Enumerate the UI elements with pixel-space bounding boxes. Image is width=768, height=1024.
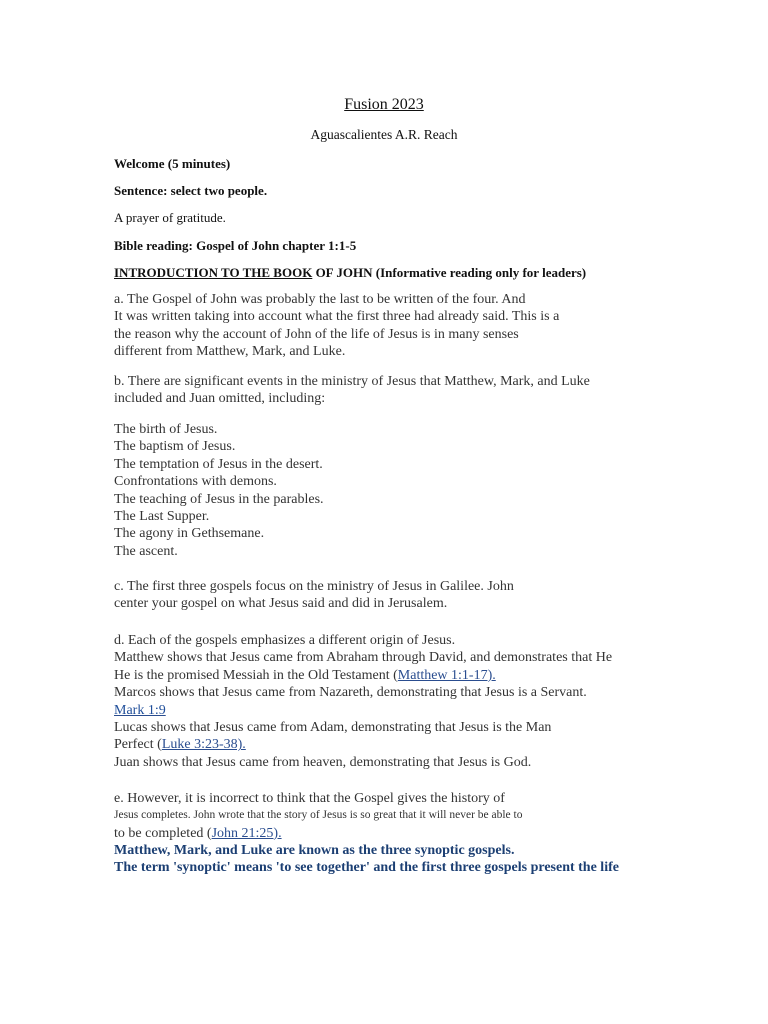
paragraph-d-line — [114, 702, 674, 719]
paragraph-e-line — [114, 825, 674, 842]
paragraph-c-line: center your gospel on what Jesus said and did in Jerusalem. — [114, 596, 448, 612]
paragraph-b-line: b. There are significant events in the ministry of Jesus that Matthew, Mark, and Luke — [114, 374, 590, 389]
paragraph-b-line: included and Juan omitted, including: — [114, 391, 326, 407]
paragraph-d — [114, 632, 674, 771]
introduction-heading — [114, 265, 586, 281]
list-item: The Last Supper. — [114, 509, 210, 525]
paragraph-d-line: d. Each of the gospels emphasizes a different origin of Jesus. — [114, 633, 456, 648]
sentence-heading: Sentence: select two people. — [114, 183, 268, 198]
welcome-heading: Welcome (5 minutes) — [114, 156, 231, 171]
list-item: The temptation of Jesus in the desert. — [114, 456, 323, 472]
paragraph-e-line: Jesus completes. John wrote that the story of Jesus is so great that it will never be able to — [114, 809, 523, 822]
paragraph-d-line — [114, 736, 674, 753]
introduction-heading-rest: OF JOHN (Informative reading only for leaders) — [312, 265, 587, 280]
paragraph-e — [114, 790, 674, 842]
paragraph-d-line: Matthew shows that Jesus came from Abraham through David, and demonstrates that He — [114, 650, 613, 666]
list-item: The ascent. — [114, 543, 178, 559]
bible-reading-heading: Bible reading: Gospel of John chapter 1:1-5 — [114, 238, 357, 253]
scripture-reference-link[interactable]: Matthew 1:1-17). — [397, 667, 496, 683]
paragraph-d-text: Perfect ( — [114, 737, 162, 753]
paragraph-d-line: Marcos shows that Jesus came from Nazareth, demonstrating that Jesus is a Servant. — [114, 685, 587, 701]
synoptic-definition: The term 'synoptic' means 'to see together' and the first three gospels present the life — [114, 860, 619, 875]
scripture-reference-link[interactable]: John 21:25). — [211, 825, 282, 841]
page-subtitle: Aguascalientes A.R. Reach — [310, 127, 458, 142]
list-item: Confrontations with demons. — [114, 474, 277, 490]
paragraph-c-line: c. The first three gospels focus on the ministry of Jesus in Galilee. John — [114, 579, 514, 594]
synoptic-statement: Matthew, Mark, and Luke are known as the three synoptic gospels. — [114, 843, 515, 858]
paragraph-a-line: It was written taking into account what the first three had already said. This is a — [114, 309, 560, 325]
paragraph-d-line: Lucas shows that Jesus came from Adam, demonstrating that Jesus is the Man — [114, 720, 552, 736]
paragraph-d-line: Juan shows that Jesus came from heaven, demonstrating that Jesus is God. — [114, 754, 532, 770]
prayer-line: A prayer of gratitude. — [114, 210, 226, 225]
paragraph-e-line: e. However, it is incorrect to think that the Gospel gives the history of — [114, 791, 505, 806]
paragraph-b — [114, 373, 674, 408]
list-item: The birth of Jesus. — [114, 422, 218, 437]
paragraph-a-line: a. The Gospel of John was probably the last to be written of the four. And — [114, 292, 526, 307]
events-list — [114, 421, 674, 560]
paragraph-a-line: different from Matthew, Mark, and Luke. — [114, 344, 346, 360]
paragraph-d-line — [114, 667, 674, 684]
paragraph-a-line: the reason why the account of John of the life of Jesus is in many senses — [114, 326, 519, 342]
list-item: The baptism of Jesus. — [114, 439, 236, 455]
paragraph-c — [114, 578, 674, 613]
paragraph-e-text: to be completed ( — [114, 825, 212, 841]
introduction-heading-underlined: INTRODUCTION TO THE BOOK — [114, 265, 313, 280]
paragraph-d-text: He is the promised Messiah in the Old Testament ( — [114, 667, 398, 683]
list-item: The teaching of Jesus in the parables. — [114, 491, 324, 507]
paragraph-a — [114, 291, 674, 361]
scripture-reference-link[interactable]: Luke 3:23-38). — [161, 737, 246, 753]
scripture-reference-link[interactable]: Mark 1:9 — [114, 702, 166, 718]
page-title: Fusion 2023 — [344, 96, 424, 113]
list-item: The agony in Gethsemane. — [114, 526, 265, 542]
